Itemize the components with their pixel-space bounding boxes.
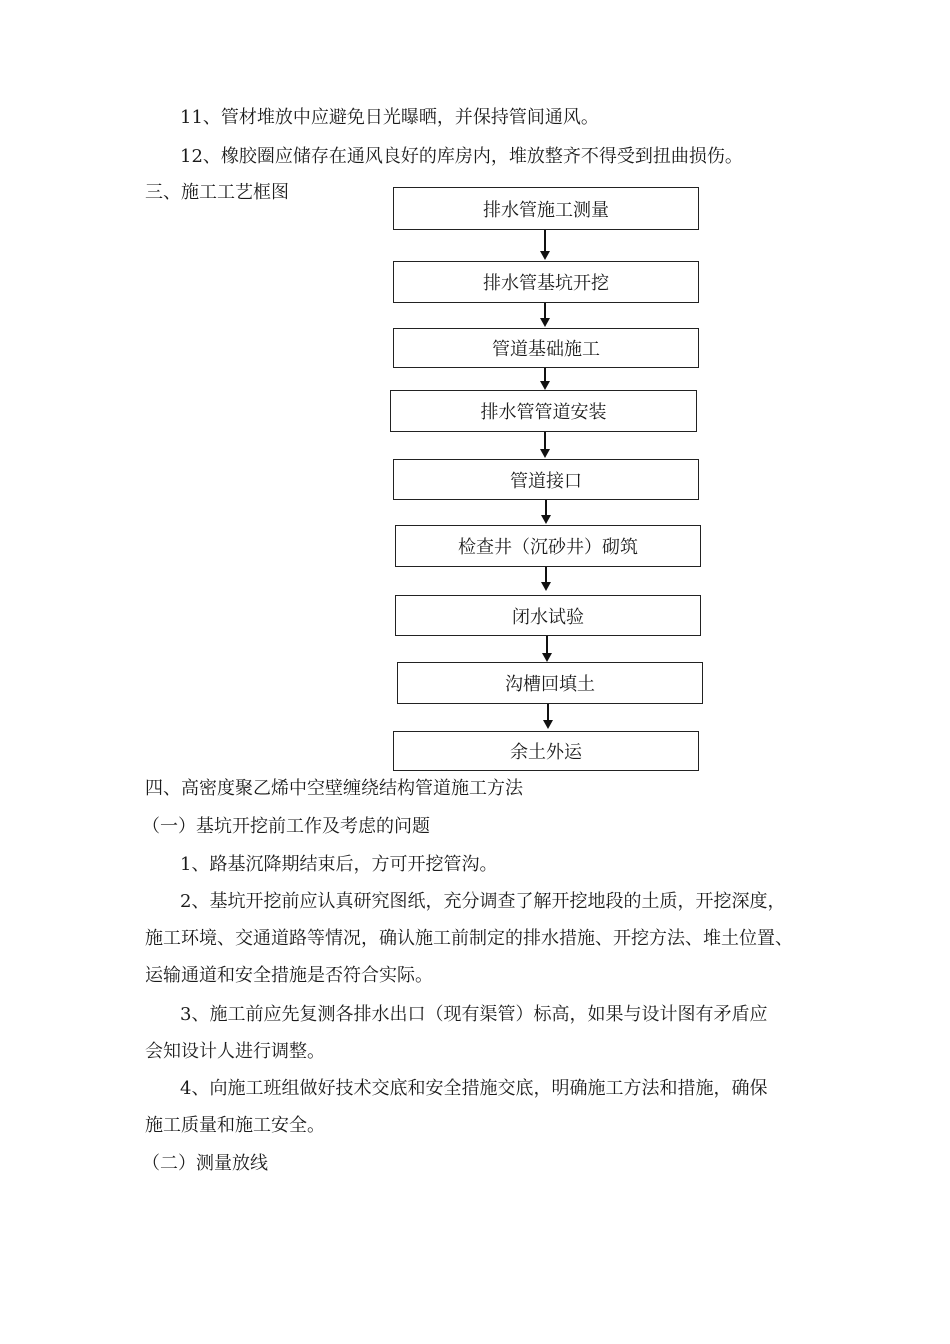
flow-step-9: 余土外运 [393,731,699,771]
paragraph-item-4-line-2: 施工质量和施工安全。 [145,1115,325,1136]
flow-step-4: 排水管管道安装 [390,390,697,432]
paragraph-item-12: 12、橡胶圈应储存在通风良好的库房内，堆放整齐不得受到扭曲损伤。 [180,146,743,167]
paragraph-item-4-line-1: 4、向施工班组做好技术交底和安全措施交底，明确施工方法和措施，确保 [180,1078,768,1099]
flow-step-3: 管道基础施工 [393,328,699,368]
paragraph-item-2-line-2: 施工环境、交通道路等情况，确认施工前制定的排水措施、开挖方法、堆土位置、 [145,928,793,949]
section-heading-3: 三、施工工艺框图 [145,182,289,203]
paragraph-item-1: 1、路基沉降期结束后，方可开挖管沟。 [180,854,498,875]
flow-step-5: 管道接口 [393,459,699,500]
flow-step-7: 闭水试验 [395,595,701,636]
paragraph-item-2-line-1: 2、基坑开挖前应认真研究图纸，充分调查了解开挖地段的土质，开挖深度， [180,891,786,912]
paragraph-item-2-line-3: 运输通道和安全措施是否符合实际。 [145,965,433,986]
subsection-heading-2: （二）测量放线 [142,1153,268,1174]
flow-step-8: 沟槽回填土 [397,662,703,704]
paragraph-item-11: 11、管材堆放中应避免日光曝晒，并保持管间通风。 [180,107,599,128]
flow-step-6: 检查井（沉砂井）砌筑 [395,525,701,567]
paragraph-item-3-line-1: 3、施工前应先复测各排水出口（现有渠管）标高，如果与设计图有矛盾应 [180,1004,768,1025]
flow-step-2: 排水管基坑开挖 [393,261,699,303]
paragraph-item-3-line-2: 会知设计人进行调整。 [145,1041,325,1062]
flow-step-1: 排水管施工测量 [393,187,699,230]
subsection-heading-1: （一）基坑开挖前工作及考虑的问题 [142,816,430,837]
section-heading-4: 四、高密度聚乙烯中空壁缠绕结构管道施工方法 [145,778,523,799]
